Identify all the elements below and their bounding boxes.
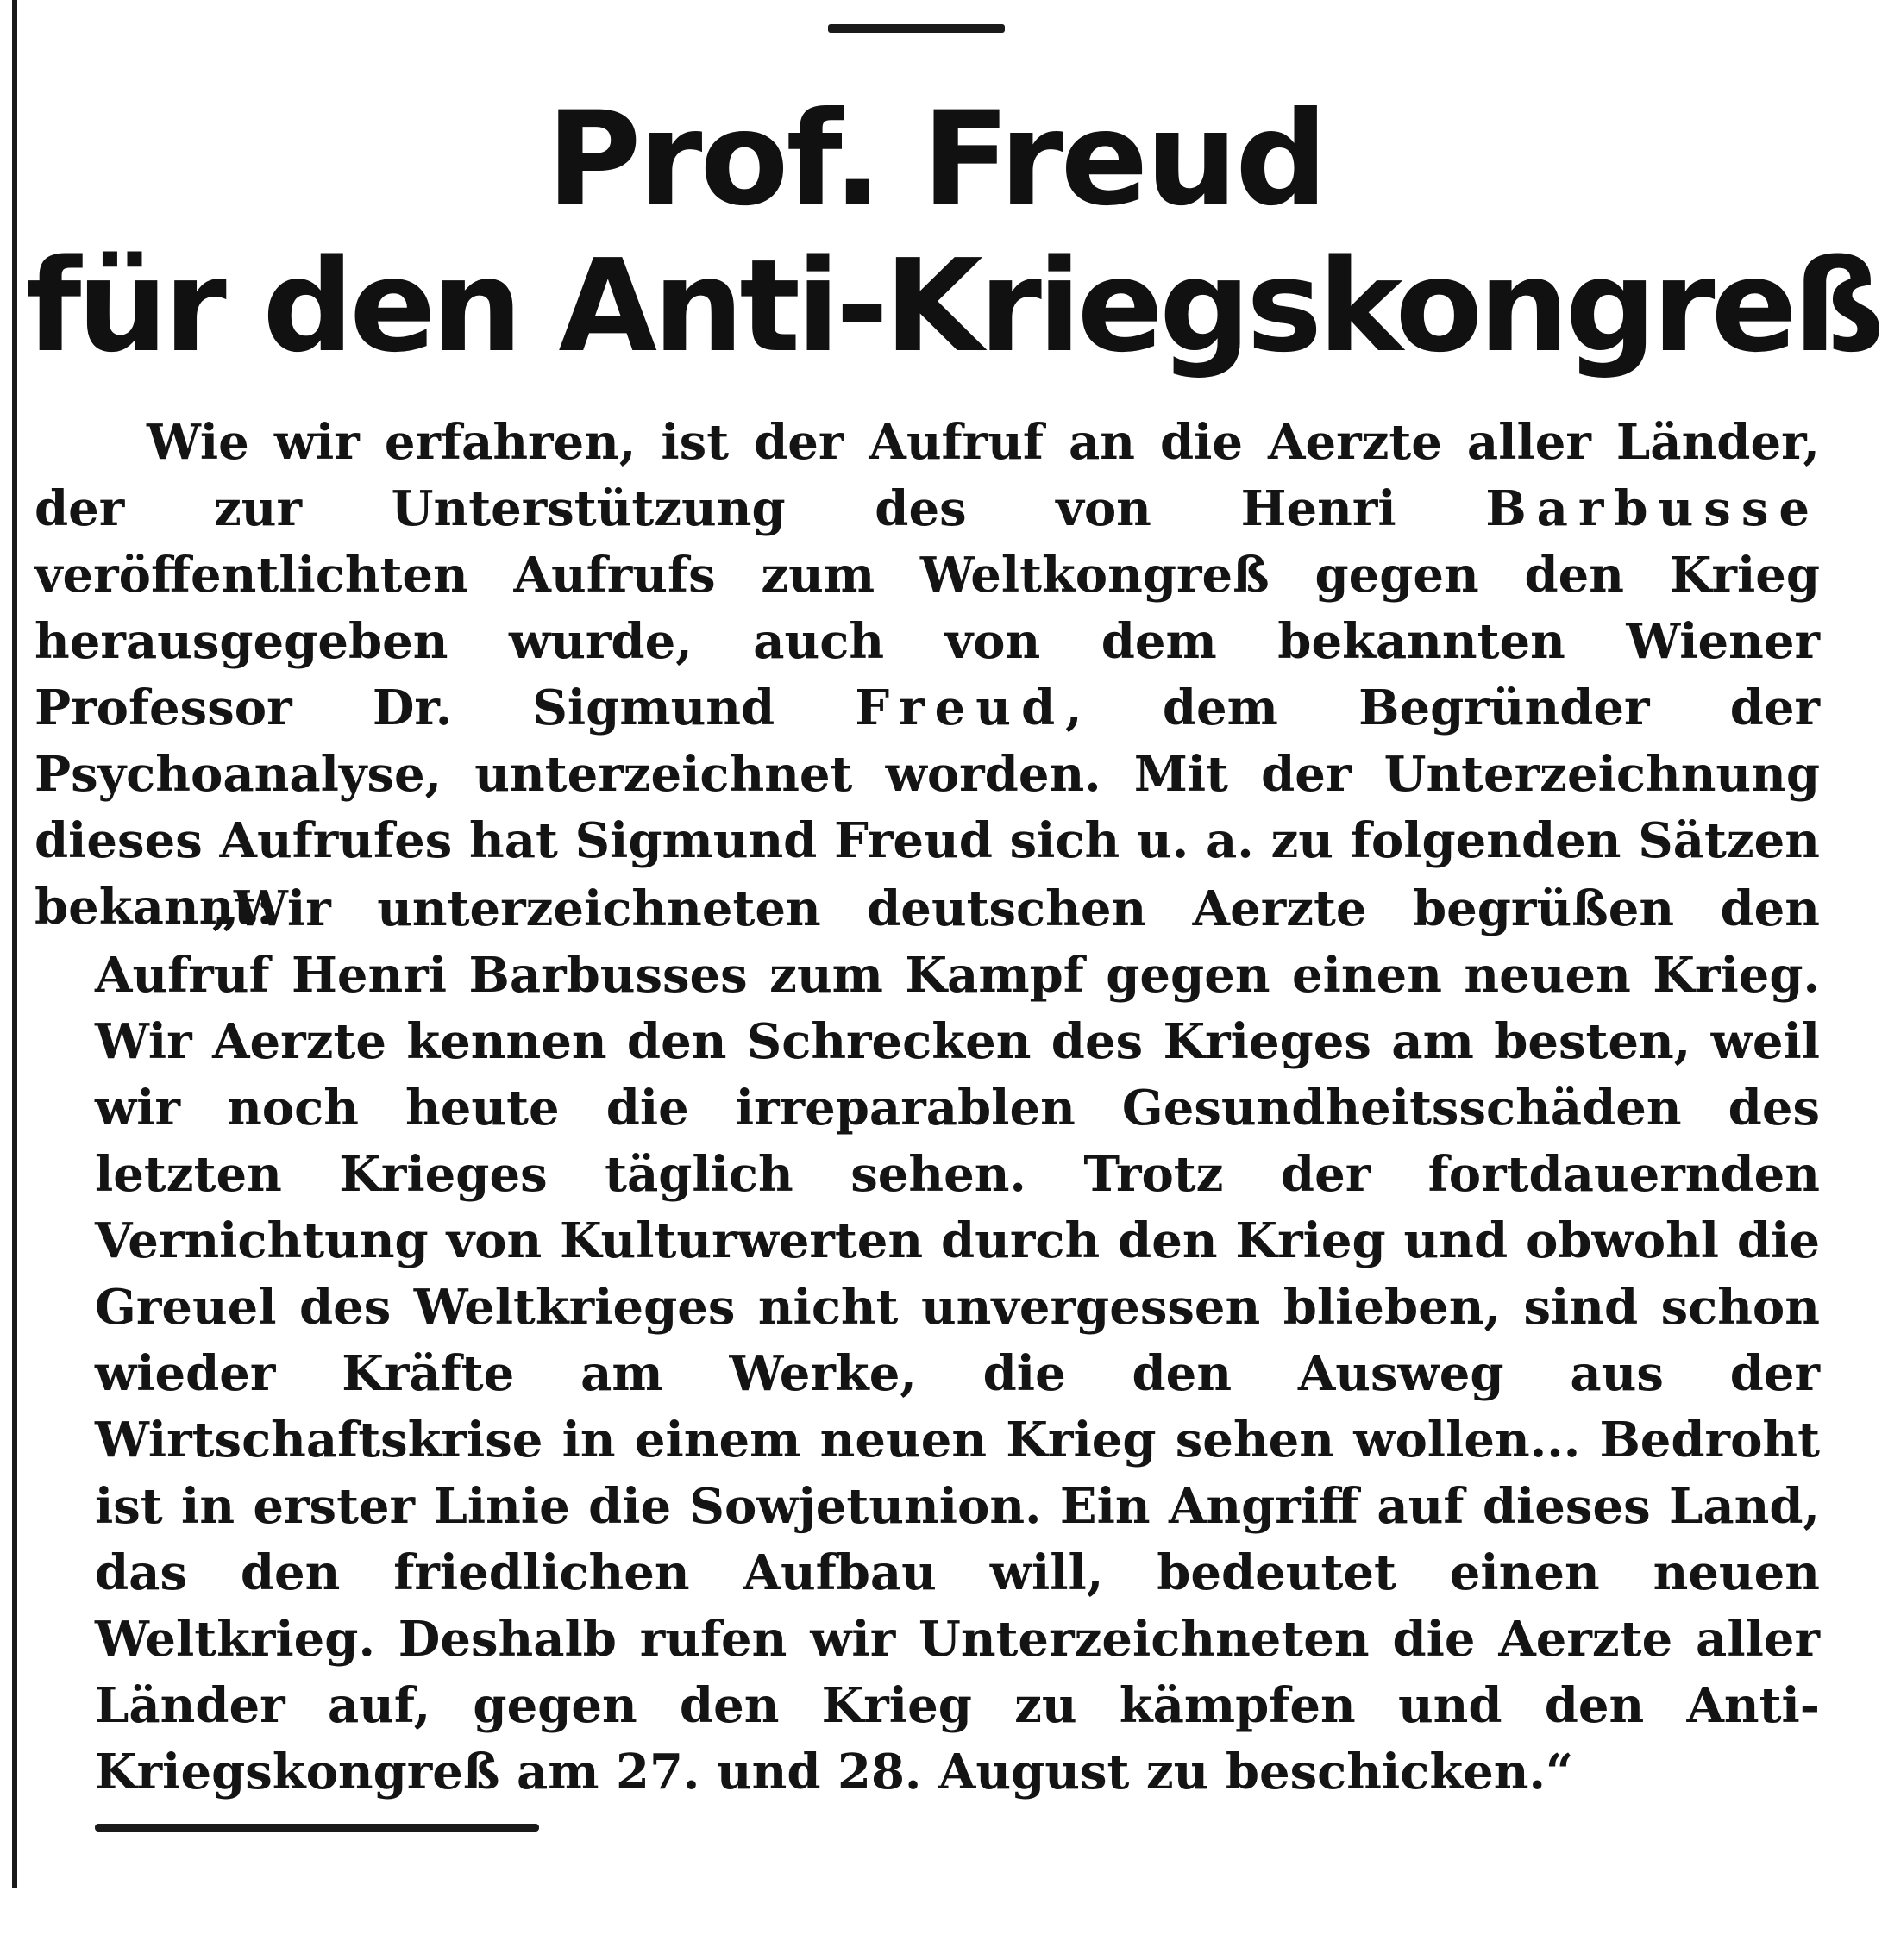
page-edge-line	[12, 0, 17, 1888]
quote-paragraph: „Wir unterzeichneten deutschen Aerzte begrüßen den Aufruf Henri Barbusses zum Kampf gegen einen neuen Krieg. Wir Aerzte kennen den Schrecken des Krieges am besten, weil wir noch heute die irreparablen Gesundheitsschäden des letzten Krieges täglich sehen. Trotz der fortdauernden Vernichtung von Kulturwerten durch den Krieg und obwohl die Greuel des Weltkrieges nicht unvergessen blieben, sind schon wieder Kräfte am Werke, die den Ausweg aus der Wirtschaftskrise in einem neuen Krieg sehen wollen... Bedroht ist in erster Linie die Sowjetunion. Ein Angriff auf dieses Land, das den friedlichen Aufbau will, bedeutet einen neuen Weltkrieg. Deshalb rufen wir Unterzeichneten die Aerzte aller Länder auf, gegen den Krieg zu kämpfen und den Anti-Kriegskongreß am 27. und 28. August zu beschicken.“	[95, 880, 1820, 1800]
intro-text-part-1: Wie wir erfahren, ist der Aufruf an die Aerzte aller Länder, der zur Unterstützung des von Henri	[34, 414, 1820, 537]
bottom-rule	[95, 1824, 539, 1832]
intro-text-part-2: veröffentlichten Aufrufs zum Weltkongreß gegen den Krieg herausgegeben wurde, auch von dem bekannten Wiener Professor Dr. Sigmund	[34, 547, 1820, 736]
name-freud: Freud	[855, 679, 1066, 736]
top-rule	[828, 24, 1005, 33]
article-headline	[26, 85, 1881, 380]
intro-text-part-3: , dem Begründer der Psychoanalyse, unterzeichnet worden. Mit der Unterzeichnung dieses Aufrufes hat Sigmund Freud sich u. a. zu folgenden Sätzen bekannt:	[34, 679, 1820, 936]
name-barbusse: Barbusse	[1485, 480, 1820, 537]
headline-line-2: für den Anti-Kriegskongreß	[26, 232, 1881, 380]
intro-paragraph	[34, 410, 1820, 941]
headline-line-1: Prof. Freud	[546, 85, 1326, 235]
